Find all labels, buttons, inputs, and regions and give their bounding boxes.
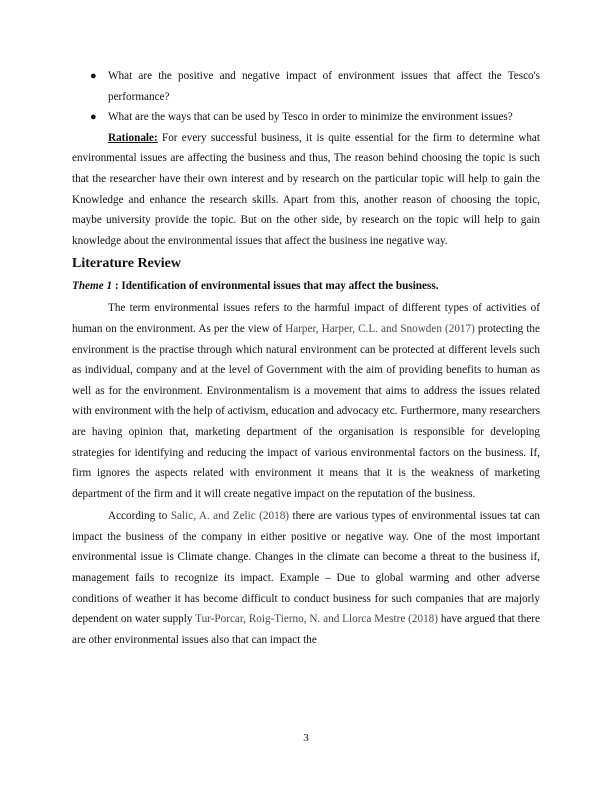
citation: Salic, A. and Zelic (2018) (170, 510, 290, 523)
research-questions-list (72, 66, 540, 128)
list-item (72, 66, 540, 107)
paragraph-text: there are various types of environmental issues tat can impact the business of the company in either positive or negative way. One of the most important environmental issue is Climate change. Changes in the climate can become a threat to the business if, management fails to recognize its impact. Example – Due to global warming and other adverse conditions of weather it has become difficult to conduct business for such companies that are majorly dependent on water supply (72, 510, 541, 626)
bullet-icon: ● (90, 70, 97, 82)
bullet-text: What are the positive and negative impact of environment issues that affect the Tesco's performance? (108, 70, 540, 103)
theme-label: Theme 1 (72, 280, 113, 293)
bullet-text: What are the ways that can be used by Tesco in order to minimize the environment issues? (108, 111, 513, 124)
rationale-text: For every successful business, it is quite essential for the firm to determine what environmental issues are affecting the business and thus, The reason behind choosing the topic is such that the researcher have their own interest and by research on the particular topic will help to gain the Knowledge and enhance the research skills. Apart from this, another reason of choosing the topic, maybe university provide the topic. But on the other side, by research on the topic will help to gain knowledge about the environmental issues that affect the business ine negative way. (72, 131, 540, 247)
page-number: 3 (303, 732, 309, 744)
paragraph-text: According to (108, 510, 171, 523)
paragraph-text: The term environmental issues refers to the harmful impact of different types of activities of human on the environment. As per the view of (72, 302, 540, 335)
paragraph-text: protecting the environment is the practise through which natural environment can be protected at different levels such as individual, company and at the level of Government with the aim of providing benefits to human as well as for the environment. Environmentalism is a movement that aims to address the issues related with environment with the help of activism, education and advocacy etc. Furthermore, many researchers are having opinion that, marketing department of the organisation is responsible for developing strategies for identifying and reducing the impact of various environmental factors on the business. If, firm ignores the aspects related with environment it means that it is the weakness of marketing department of the firm and it will create negative impact on the reputation of the business. (72, 322, 540, 500)
citation: Harper, Harper, C.L. and Snowden (2017) (285, 322, 475, 335)
citation: Tur-Porcar, Roig-Tierno, N. and Llorca Mestre (2018) (195, 613, 439, 626)
list-item (72, 107, 540, 128)
section-heading: Literature Review (72, 256, 181, 272)
theme-title: : Identification of environmental issues that may affect the business. (112, 280, 439, 293)
rationale-label: Rationale: (108, 131, 158, 144)
rationale-paragraph (72, 128, 540, 252)
theme-heading (72, 275, 540, 297)
body-paragraph-1 (72, 298, 540, 504)
body-paragraph-2 (72, 506, 540, 650)
paragraph-text: have argued that there are other environmental issues also that can impact the (72, 613, 540, 646)
bullet-icon: ● (90, 111, 97, 124)
page-content (72, 66, 540, 650)
